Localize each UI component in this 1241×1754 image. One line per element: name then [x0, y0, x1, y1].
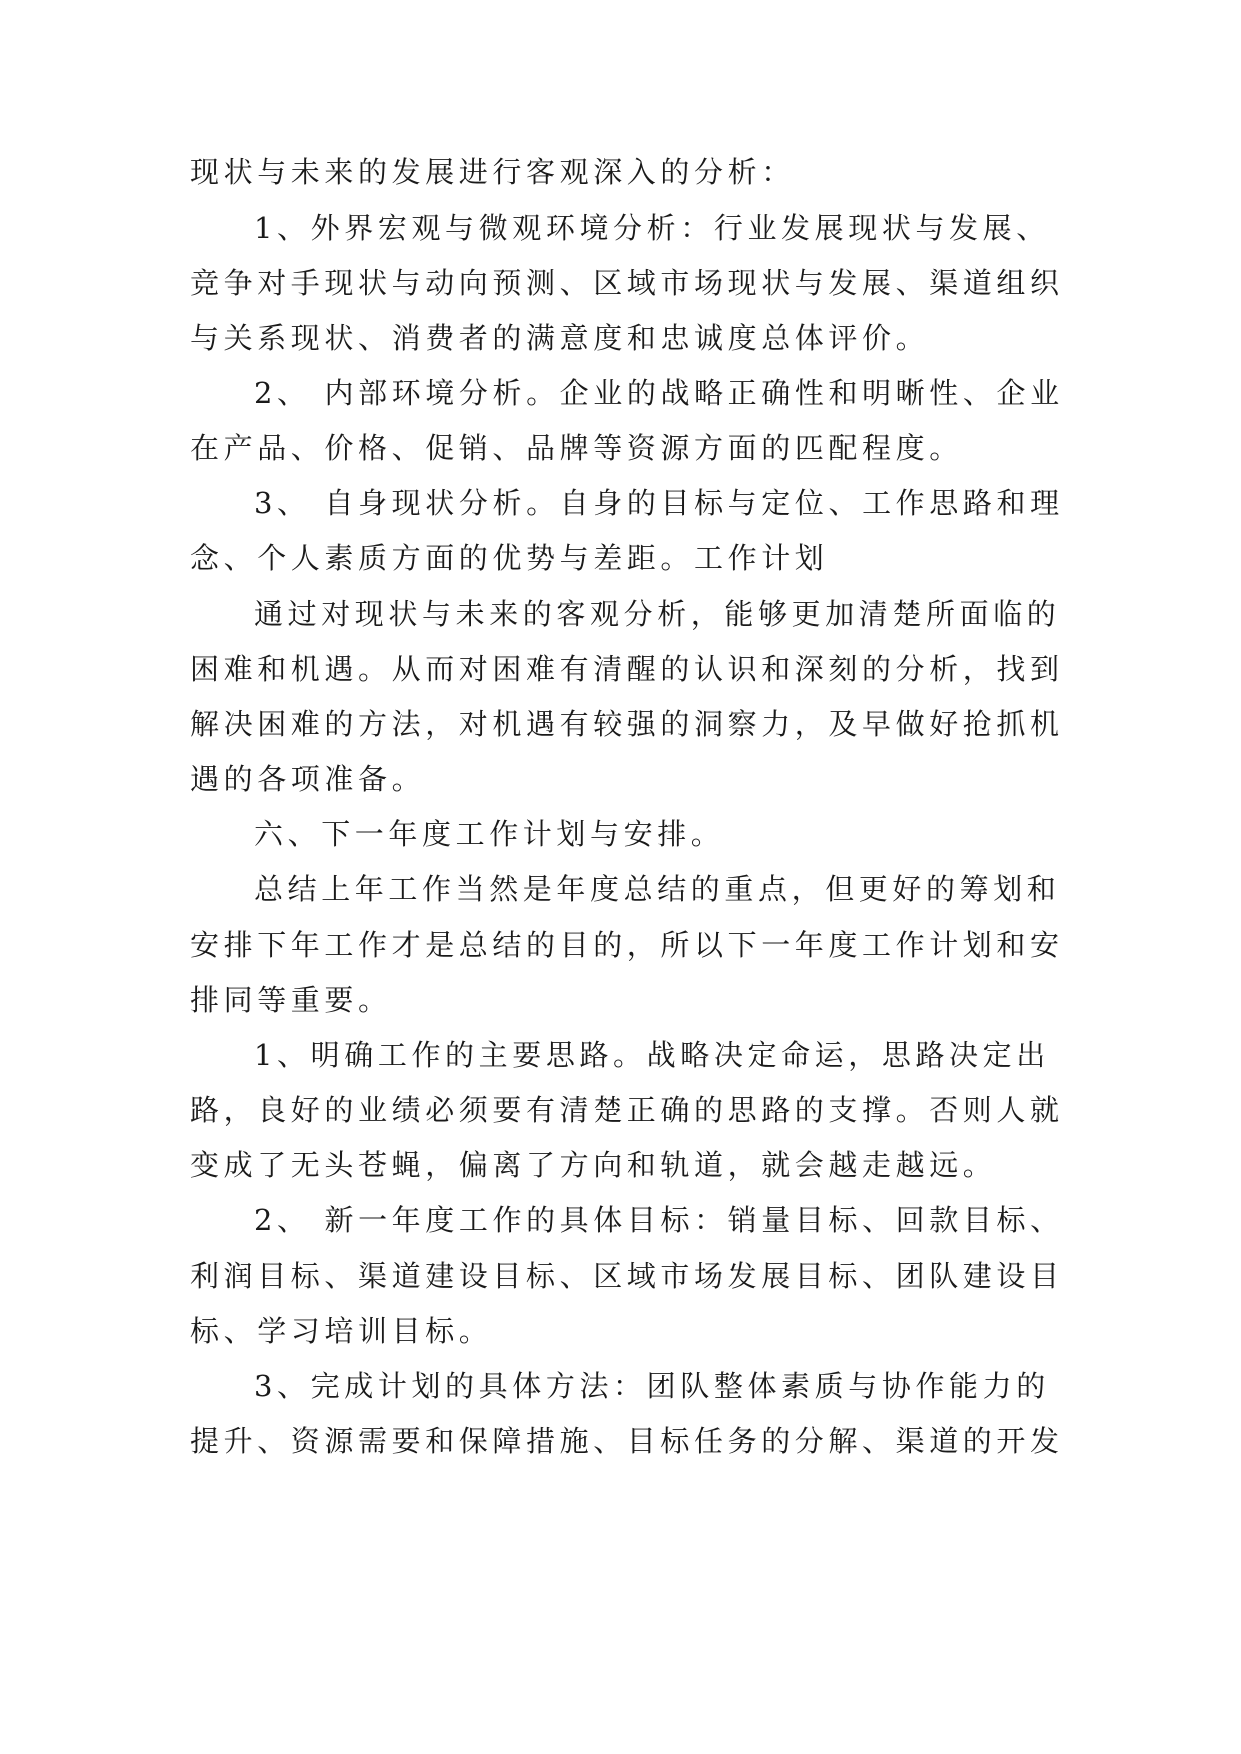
text-line: 在产品、价格、促销、品牌等资源方面的匹配程度。: [190, 431, 963, 465]
text-line: 变成了无头苍蝇，偏离了方向和轨道，就会越走越远。: [190, 1148, 997, 1182]
text-line: 与关系现状、消费者的满意度和忠诚度总体评价。: [190, 321, 930, 355]
text-line: 利润目标、渠道建设目标、区域市场发展目标、团队建设目: [190, 1259, 1064, 1293]
text-line: 标、学习培训目标。: [190, 1314, 493, 1348]
text-line: 解决困难的方法，对机遇有较强的洞察力，及早做好抢抓机: [190, 707, 1064, 741]
text-line: 路，良好的业绩必须要有清楚正确的思路的支撑。否则人就: [190, 1093, 1064, 1127]
text-line: 2、 内部环境分析。企业的战略正确性和明晰性、企业: [254, 376, 1064, 410]
text-line: 1、外界宏观与微观环境分析：行业发展现状与发展、: [254, 211, 1050, 245]
text-line: 竞争对手现状与动向预测、区域市场现状与发展、渠道组织: [190, 266, 1064, 300]
text-line: 念、个人素质方面的优势与差距。工作计划: [190, 541, 829, 575]
text-line: 现状与未来的发展进行客观深入的分析：: [190, 155, 795, 189]
text-line: 总结上年工作当然是年度总结的重点，但更好的筹划和: [254, 872, 1061, 906]
section-heading: 六、下一年度工作计划与安排。: [254, 817, 725, 851]
text-line: 通过对现状与未来的客观分析，能够更加清楚所面临的: [254, 597, 1061, 631]
text-line: 1、明确工作的主要思路。战略决定命运，思路决定出: [254, 1038, 1050, 1072]
text-line: 3、 自身现状分析。自身的目标与定位、工作思路和理: [254, 486, 1064, 520]
text-line: 2、 新一年度工作的具体目标：销量目标、回款目标、: [254, 1203, 1064, 1237]
text-line: 遇的各项准备。: [190, 762, 426, 796]
text-line: 提升、资源需要和保障措施、目标任务的分解、渠道的开发: [190, 1424, 1064, 1458]
text-line: 3、完成计划的具体方法：团队整体素质与协作能力的: [254, 1369, 1050, 1403]
text-line: 安排下年工作才是总结的目的，所以下一年度工作计划和安: [190, 928, 1064, 962]
text-line: 排同等重要。: [190, 983, 392, 1017]
text-line: 困难和机遇。从而对困难有清醒的认识和深刻的分析，找到: [190, 652, 1064, 686]
